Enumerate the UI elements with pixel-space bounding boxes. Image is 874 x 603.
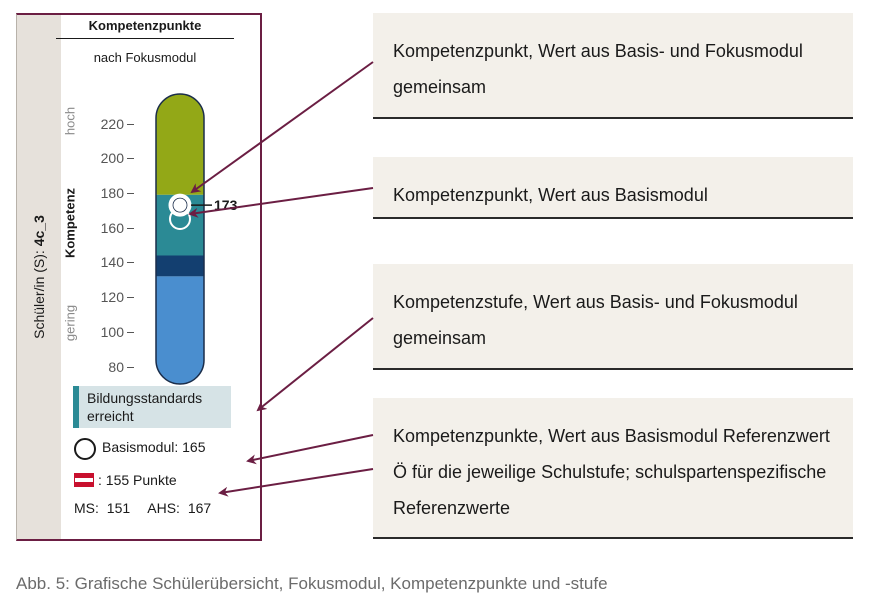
y-tick-label: 220 xyxy=(100,115,124,132)
callout-2: Kompetenzpunkt, Wert aus Basismodul xyxy=(373,157,853,219)
ahs-value: 167 xyxy=(187,500,212,516)
y-tick-label: 100 xyxy=(100,323,124,340)
callout-3: Kompetenzstufe, Wert aus Basis- und Fokusmodul gemeinsam xyxy=(373,264,853,370)
y-tick-label: 140 xyxy=(100,254,124,271)
figure-caption: Abb. 5: Grafische Schülerübersicht, Fokusmodul, Kompetenzpunkte und -stufe xyxy=(16,574,608,593)
basis-label: Basismodul: 165 xyxy=(102,439,206,455)
axis-label-kompetenz: Kompetenz xyxy=(62,187,78,259)
arrow-4 xyxy=(248,435,373,461)
arrow-1 xyxy=(192,62,373,192)
axis-label-high: hoch xyxy=(62,106,78,136)
legend-label: Bildungsstandards erreicht xyxy=(87,390,203,424)
y-tick-label: 160 xyxy=(100,219,124,236)
axis-label-low: gering xyxy=(62,304,78,342)
ms-value: 151 xyxy=(106,500,131,516)
ms-label: MS: xyxy=(74,500,99,516)
panel-subtitle: nach Fokusmodul xyxy=(93,50,197,65)
y-tick-label: 120 xyxy=(100,289,124,306)
y-tick-label: 180 xyxy=(100,184,124,201)
y-tick-label: 80 xyxy=(108,358,124,375)
callout-4: Kompetenzpunkte, Wert aus Basismodul Referenzwert Ö für die jeweilige Schulstufe; schulspartenspezifische Referenzwerte xyxy=(373,398,853,539)
arrow-5 xyxy=(220,469,373,493)
reference-label: : 155 Punkte xyxy=(98,472,177,488)
arrow-2 xyxy=(190,188,373,214)
student-label: Schüler/in (S): 4c_3 xyxy=(31,215,47,339)
y-tick-label: 200 xyxy=(100,150,124,167)
panel-title: Kompetenzpunkte xyxy=(88,18,202,33)
value-label: 173 xyxy=(214,197,238,214)
ahs-label: AHS: xyxy=(147,500,180,516)
callout-1: Kompetenzpunkt, Wert aus Basis- und Fokusmodul gemeinsam xyxy=(373,13,853,119)
arrow-3 xyxy=(258,318,373,410)
